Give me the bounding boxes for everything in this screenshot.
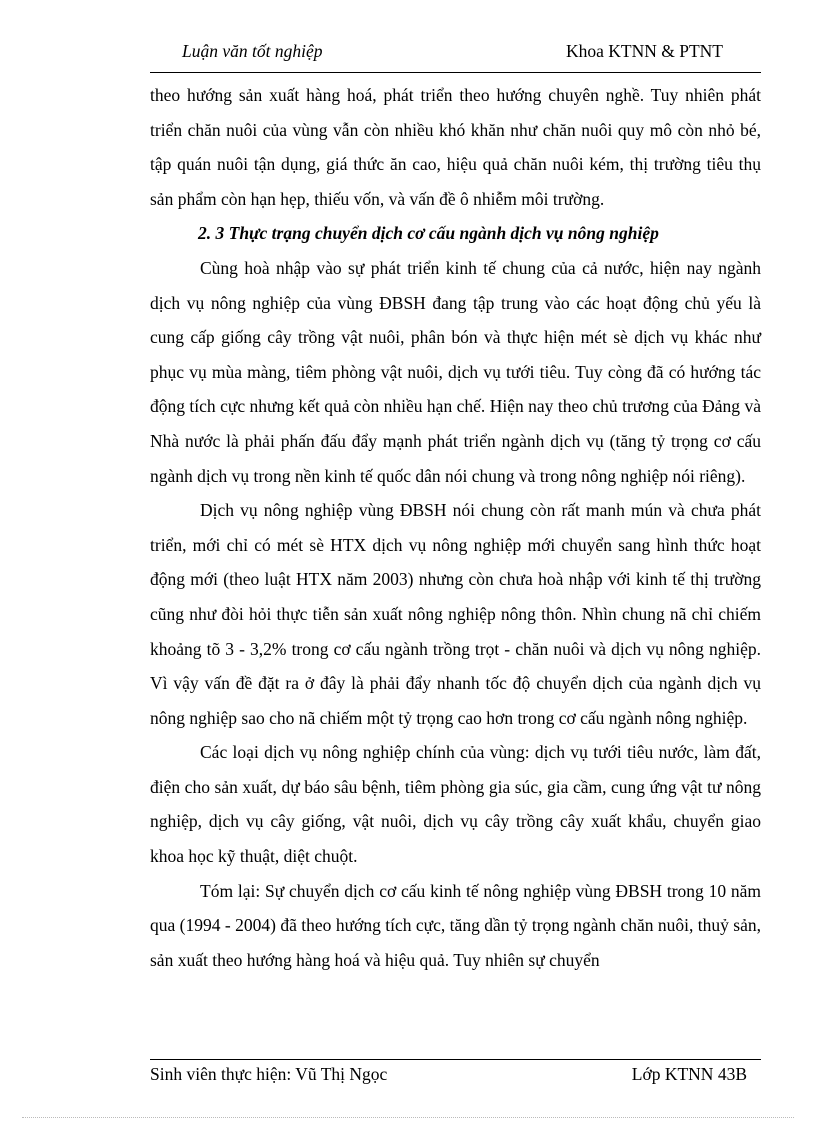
paragraph-summary: Tóm lại: Sự chuyển dịch cơ cấu kinh tế nông nghiệp vùng ĐBSH trong 10 năm qua (1994 - 2004) đã theo hướng tích cực, tăng dần tỷ trọng ngành chăn nuôi, thuỷ sản, sản xuất theo hướng hàng hoá và hiệu quả. Tuy nhiên sự chuyển: [150, 880, 761, 970]
page-footer: [150, 1059, 761, 1090]
paragraph-livestock-continuation: theo hướng sản xuất hàng hoá, phát triển theo hướng chuyên nghề. Tuy nhiên phát triển chăn nuôi của vùng vẫn còn nhiều khó khăn như chăn nuôi quy mô còn nhỏ bé, tập quán nuôi tận dụng, giá thức ăn cao, hiệu quả chăn nuôi kém, thị trường tiêu thụ sản phẩm còn hạn hẹp, thiếu vốn, và vấn đề ô nhiễm môi trường.: [150, 85, 761, 209]
header-thesis-title: Luận văn tốt nghiệp: [182, 41, 323, 61]
paragraph-service-status: Dịch vụ nông nghiệp vùng ĐBSH nói chung còn rất manh mún và chưa phát triển, mới chỉ có mét sè HTX dịch vụ nông nghiệp mới chuyển sang hình thức hoạt động mới (theo luật HTX năm 2003) nhưng còn chưa hoà nhập với kinh tế thị trường cũng như đòi hỏi thực tiễn sản xuất nông nghiệp nông thôn. Nhìn chung nã chỉ chiếm khoảng tõ 3 - 3,2% trong cơ cấu ngành trồng trọt - chăn nuôi và dịch vụ nông nghiệp. Vì vậy vấn đề đặt ra ở đây là phải đẩy nhanh tốc độ chuyển dịch của ngành dịch vụ nông nghiệp sao cho nã chiếm một tỷ trọng cao hơn trong cơ cấu ngành nông nghiệp.: [150, 500, 761, 728]
footer-student: Sinh viên thực hiện: Vũ Thị Ngọc: [150, 1064, 388, 1084]
page-bottom-edge: [22, 1117, 794, 1118]
page-body: [150, 78, 761, 977]
paragraph-service-types: Các loại dịch vụ nông nghiệp chính của vùng: dịch vụ tưới tiêu nước, làm đất, điện cho sản xuất, dự báo sâu bệnh, tiêm phòng gia súc, gia cầm, cung ứng vật tư nông nghiệp, dịch vụ cây giống, vật nuôi, dịch vụ cây trồng cây xuất khẩu, chuyển giao khoa học kỹ thuật, diệt chuột.: [150, 742, 761, 867]
page-header: [150, 38, 761, 73]
section-heading-2-3: 2. 3 Thực trạng chuyển dịch cơ cấu ngành dịch vụ nông nghiệp: [198, 223, 659, 244]
paragraph-service-overview: Cùng hoà nhập vào sự phát triển kinh tế chung của cả nước, hiện nay ngành dịch vụ nông nghiệp của vùng ĐBSH đang tập trung vào các hoạt động chủ yếu là cung cấp giống cây trồng vật nuôi, phân bón và thực hiện mét sè dịch vụ khác như phục vụ mùa màng, tiêm phòng vật nuôi, dịch vụ tưới tiêu. Tuy còng đã có hướng tác động tích cực nhưng kết quả còn nhiều hạn chế. Hiện nay theo chủ trương của Đảng và Nhà nước là phải phấn đấu đẩy mạnh phát triển ngành dịch vụ (tăng tỷ trọng cơ cấu ngành dịch vụ trong nền kinh tế quốc dân nói chung và trong nông nghiệp nói riêng).: [150, 257, 761, 486]
header-faculty: Khoa KTNN & PTNT: [566, 41, 723, 61]
footer-class: Lớp KTNN 43B: [631, 1064, 747, 1084]
